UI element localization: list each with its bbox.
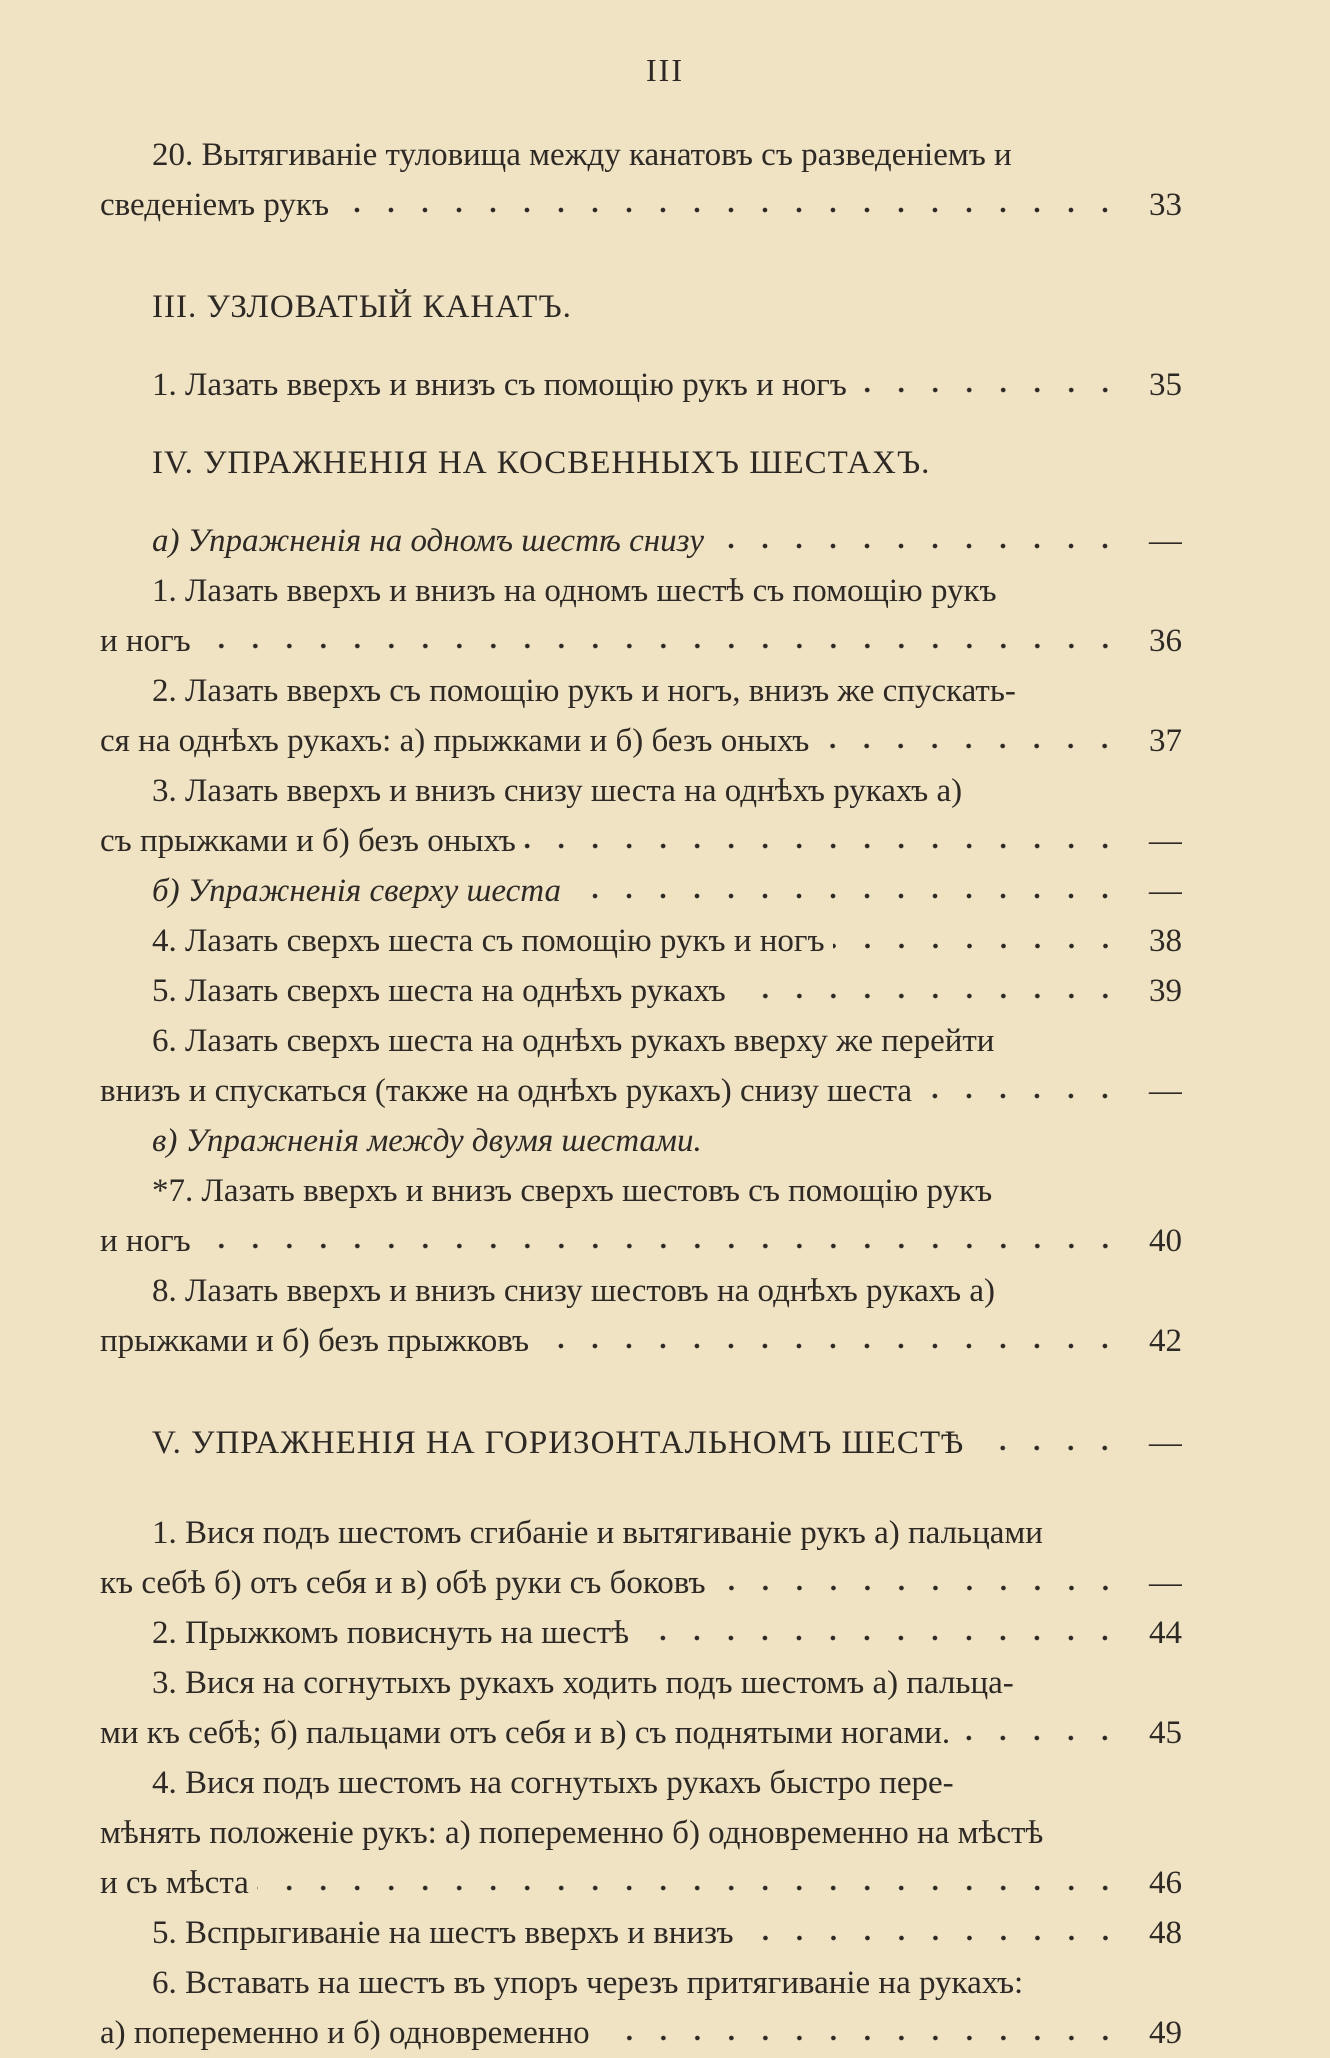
toc-line xyxy=(100,566,1182,616)
toc-entry xyxy=(100,1908,1182,1958)
entry-text: прыжками и б) безъ прыжковъ xyxy=(100,1323,530,1359)
entry-text: 20. Вытягиванiе туловища между канатовъ съ разведенiемъ и xyxy=(152,137,1012,173)
toc-line xyxy=(100,2008,1182,2058)
entry-text: 8. Лазать вверхъ и внизъ снизу шестовъ на однѣхъ рукахъ а) xyxy=(152,1273,995,1309)
dot-leader xyxy=(833,916,1122,966)
entry-text: сведенiемъ рукъ xyxy=(100,187,330,223)
toc-line xyxy=(100,1016,1182,1066)
dot-leader xyxy=(199,616,1122,666)
entry-text: V. УПРАЖНЕНIЯ НА ГОРИЗОНТАЛЬНОМЪ ШЕСТѢ xyxy=(152,1425,965,1461)
dot-leader xyxy=(714,1558,1122,1608)
toc-line xyxy=(100,1418,1182,1468)
dot-leader xyxy=(855,360,1122,410)
dot-leader xyxy=(742,1908,1122,1958)
dot-leader xyxy=(199,1216,1122,1266)
toc-line xyxy=(100,616,1182,666)
toc-entry xyxy=(100,130,1182,230)
entry-text: 4. Вися подъ шестомъ на согнутыхъ рукахъ быстро пере- xyxy=(152,1765,954,1801)
heading-gap xyxy=(100,488,1182,516)
entry-text: и ногъ xyxy=(100,1223,191,1259)
section-gap xyxy=(100,230,1182,282)
page-ref: 46 xyxy=(1149,1865,1182,1901)
page-ref: 45 xyxy=(1149,1715,1182,1751)
toc-entry xyxy=(100,1166,1182,1266)
page-ref: 49 xyxy=(1149,2015,1182,2051)
toc-line xyxy=(100,916,1182,966)
page-ref: 36 xyxy=(1149,623,1182,659)
entry-text: 4. Лазать сверхъ шеста съ помощiю рукъ и ногъ xyxy=(152,923,825,959)
entry-text: а) попеременно и б) одновременно xyxy=(100,2015,590,2051)
subsection-heading xyxy=(100,866,1182,916)
dot-leader xyxy=(958,1708,1122,1758)
toc-line xyxy=(100,1066,1182,1116)
dot-leader xyxy=(972,1418,1122,1468)
entry-text: 6. Вставать на шестъ въ упоръ черезъ притягиванiе на рукахъ: xyxy=(152,1965,1024,2001)
toc-entry xyxy=(100,766,1182,866)
toc-line xyxy=(100,1508,1182,1558)
section-heading xyxy=(100,1418,1182,1468)
toc-line xyxy=(100,1316,1182,1366)
entry-text: мѣнять положенiе рукъ: а) попеременно б) одновременно на мѣстѣ xyxy=(100,1815,1044,1851)
page-ref: 39 xyxy=(1149,973,1182,1009)
toc-line xyxy=(100,666,1182,716)
dot-leader xyxy=(598,2008,1122,2058)
toc-entry xyxy=(100,1958,1182,2058)
page-ref: — xyxy=(1149,1073,1182,1109)
dot-leader xyxy=(712,516,1122,566)
toc-line xyxy=(100,360,1182,410)
toc-line xyxy=(100,816,1182,866)
toc-line xyxy=(100,1558,1182,1608)
entry-text: III. УЗЛОВАТЫЙ КАНАТЪ. xyxy=(152,289,572,325)
toc-line xyxy=(100,516,1182,566)
toc-line xyxy=(100,866,1182,916)
page-ref: 38 xyxy=(1149,923,1182,959)
entry-text: IV. УПРАЖНЕНIЯ НА КОСВЕННЫХЪ ШЕСТАХЪ. xyxy=(152,445,931,481)
entry-text: 5. Вспрыгиванiе на шестъ вверхъ и внизъ xyxy=(152,1915,734,1951)
toc-line xyxy=(100,716,1182,766)
toc-line xyxy=(100,1708,1182,1758)
entry-text: къ себѣ б) отъ себя и в) обѣ руки съ боковъ xyxy=(100,1565,706,1601)
entry-text: б) Упражненiя сверху шеста xyxy=(152,873,561,909)
dot-leader xyxy=(920,1066,1122,1116)
dot-leader xyxy=(637,1608,1122,1658)
entry-text: в) Упражненiя между двумя шестами. xyxy=(152,1123,702,1159)
subsection-heading xyxy=(100,516,1182,566)
toc-entry xyxy=(100,1758,1182,1908)
page-ref: — xyxy=(1149,873,1182,909)
toc-entry xyxy=(100,666,1182,766)
toc-line xyxy=(100,966,1182,1016)
toc-line xyxy=(100,1266,1182,1316)
dot-leader xyxy=(817,716,1122,766)
toc-entry xyxy=(100,1016,1182,1116)
page-ref: — xyxy=(1149,823,1182,859)
dot-leader xyxy=(734,966,1122,1016)
toc-entry xyxy=(100,1658,1182,1758)
toc-line xyxy=(100,438,1182,488)
toc-entry xyxy=(100,360,1182,410)
entry-text: внизъ и спускаться (также на однѣхъ рукахъ) снизу шеста xyxy=(100,1073,913,1109)
section-heading xyxy=(100,438,1182,488)
entry-text: ся на однѣхъ рукахъ: а) прыжками и б) безъ оныхъ xyxy=(100,723,810,759)
page-ref: 48 xyxy=(1149,1915,1182,1951)
dot-leader xyxy=(537,1316,1122,1366)
page-ref: 35 xyxy=(1149,367,1182,403)
entry-text: 3. Вися на согнутыхъ рукахъ ходить подъ шестомъ а) пальца- xyxy=(152,1665,1014,1701)
page-ref: 33 xyxy=(1149,187,1182,223)
toc-line xyxy=(100,1658,1182,1708)
toc-line xyxy=(100,766,1182,816)
toc-line xyxy=(100,1908,1182,1958)
entry-text: и ногъ xyxy=(100,623,191,659)
toc-entry xyxy=(100,566,1182,666)
toc-line xyxy=(100,130,1182,180)
section-heading xyxy=(100,282,1182,332)
toc-line xyxy=(100,1216,1182,1266)
toc-line xyxy=(100,1808,1182,1858)
entry-text: ми къ себѣ; б) пальцами отъ себя и в) съ поднятыми ногами. xyxy=(100,1715,951,1751)
page-ref: — xyxy=(1149,1425,1182,1461)
entry-text: 2. Прыжкомъ повиснуть на шестѣ xyxy=(152,1615,630,1651)
page-number: III xyxy=(646,52,684,88)
toc-line xyxy=(100,1116,1182,1166)
toc-entry xyxy=(100,966,1182,1016)
toc-line xyxy=(100,1858,1182,1908)
toc-line xyxy=(100,180,1182,230)
dot-leader xyxy=(257,1858,1122,1908)
section-gap xyxy=(100,410,1182,438)
toc-line xyxy=(100,282,1182,332)
page-ref: 44 xyxy=(1149,1615,1182,1651)
toc-entry xyxy=(100,1266,1182,1366)
page-ref: — xyxy=(1149,1565,1182,1601)
dot-leader xyxy=(524,816,1122,866)
dot-leader xyxy=(337,180,1122,230)
heading-gap xyxy=(100,1468,1182,1508)
toc-entry xyxy=(100,916,1182,966)
dot-leader xyxy=(569,866,1122,916)
entry-text: а) Упражненiя на одномъ шестѣ снизу xyxy=(152,523,704,559)
entry-text: 6. Лазать сверхъ шеста на однѣхъ рукахъ вверху же перейти xyxy=(152,1023,995,1059)
entry-text: 3. Лазать вверхъ и внизъ снизу шеста на однѣхъ рукахъ а) xyxy=(152,773,963,809)
entry-text: *7. Лазать вверхъ и внизъ сверхъ шестовъ съ помощiю рукъ xyxy=(152,1173,993,1209)
entry-text: 1. Лазать вверхъ и внизъ съ помощiю рукъ и ногъ xyxy=(152,367,847,403)
entry-text: 1. Лазать вверхъ и внизъ на одномъ шестѣ съ помощiю рукъ xyxy=(152,573,997,609)
subsection-heading xyxy=(100,1116,1182,1166)
section-gap xyxy=(100,1366,1182,1418)
toc-line xyxy=(100,1166,1182,1216)
table-of-contents xyxy=(100,130,1182,2058)
toc-line xyxy=(100,1958,1182,2008)
page-ref: 40 xyxy=(1149,1223,1182,1259)
entry-text: 5. Лазать сверхъ шеста на однѣхъ рукахъ xyxy=(152,973,726,1009)
dot-leader xyxy=(710,1116,1122,1166)
toc-line xyxy=(100,1758,1182,1808)
toc-line xyxy=(100,1608,1182,1658)
page-ref: 37 xyxy=(1149,723,1182,759)
entry-text: и съ мѣста xyxy=(100,1865,249,1901)
page-ref: 42 xyxy=(1149,1323,1182,1359)
entry-text: 2. Лазать вверхъ съ помощiю рукъ и ногъ, внизъ же спускать- xyxy=(152,673,1016,709)
toc-entry xyxy=(100,1508,1182,1608)
entry-text: 1. Вися подъ шестомъ сгибанiе и вытягиванiе рукъ а) пальцами xyxy=(152,1515,1043,1551)
toc-entry xyxy=(100,1608,1182,1658)
heading-gap xyxy=(100,332,1182,360)
page-ref: — xyxy=(1149,523,1182,559)
entry-text: съ прыжками и б) безъ оныхъ xyxy=(100,823,516,859)
